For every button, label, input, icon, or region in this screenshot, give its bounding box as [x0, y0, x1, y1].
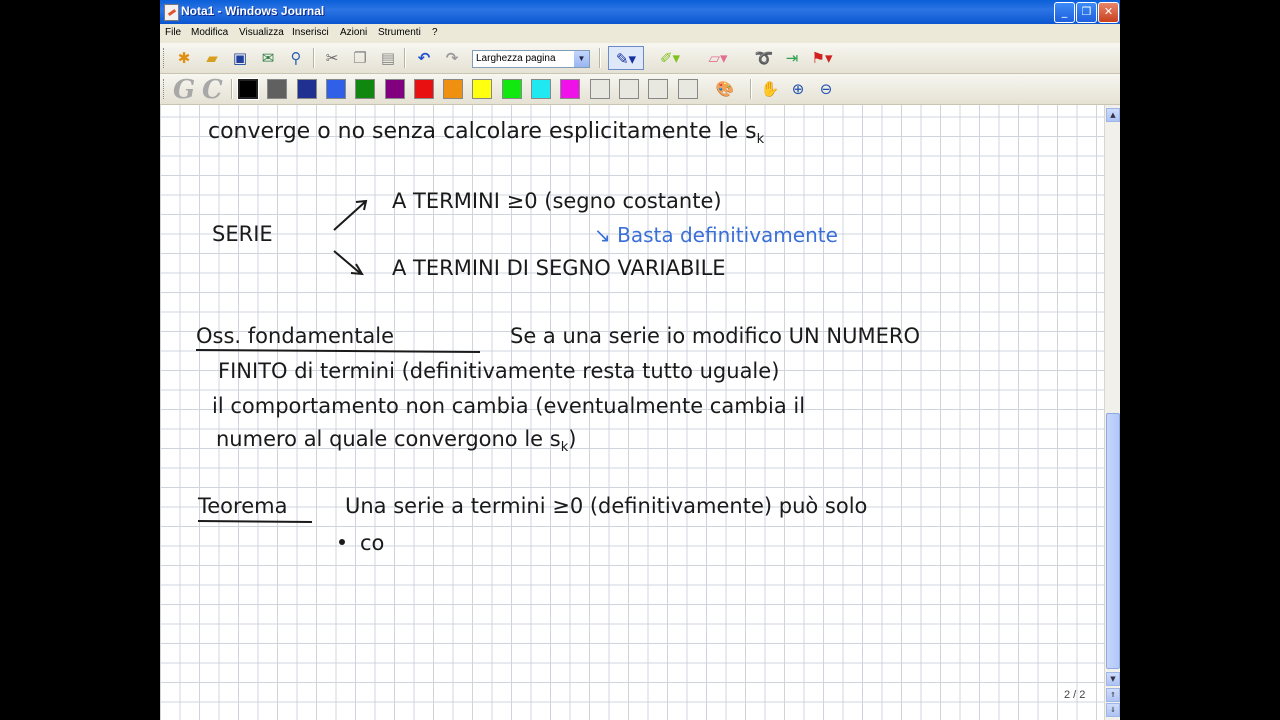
insert-space-icon[interactable]: ⇥ [785, 49, 799, 67]
toolbar-separator [750, 79, 752, 99]
oss-line-3: il comportamento non cambia (eventualmente cambia il [212, 394, 806, 418]
open-icon[interactable]: ▰ [206, 49, 218, 67]
scroll-down-icon[interactable]: ▼ [1106, 672, 1120, 686]
palette-icon[interactable]: 🎨 [715, 80, 735, 98]
menu-file[interactable]: File [165, 27, 182, 38]
color-swatch-magenta[interactable] [560, 79, 580, 99]
color-swatch-blank-4[interactable] [678, 79, 698, 99]
oss-underline [196, 350, 480, 352]
toolbar-separator [404, 48, 406, 68]
color-swatch-blank-2[interactable] [619, 79, 639, 99]
ink-layer [160, 105, 1104, 720]
color-swatch-orange[interactable] [443, 79, 463, 99]
menu-inserisci[interactable]: Inserisci [292, 27, 329, 38]
flag-icon[interactable]: ⚑▾ [811, 49, 833, 67]
color-swatch-purple[interactable] [385, 79, 405, 99]
zoom-select[interactable] [472, 50, 590, 68]
note-line-converge: converge o no senza calcolare esplicitamente le $s_k$ [208, 119, 765, 147]
italic-format-button[interactable]: C [202, 75, 223, 105]
window-title: Nota1 - Windows Journal [181, 4, 325, 18]
journal-app-icon[interactable] [164, 4, 179, 21]
send-mail-icon[interactable]: ✉ [261, 49, 275, 67]
color-swatch-black[interactable] [238, 79, 258, 99]
toolbar-separator [231, 79, 233, 99]
bullet-text: co [360, 531, 385, 555]
toolbar-grip[interactable] [163, 48, 167, 68]
menu-visualizza[interactable]: Visualizza [239, 27, 284, 38]
find-icon[interactable]: ⚲ [290, 49, 302, 67]
redo-icon[interactable]: ↷ [445, 49, 459, 67]
restore-button[interactable]: ❐ [1076, 2, 1097, 23]
undo-icon[interactable]: ↶ [417, 49, 431, 67]
color-swatch-red[interactable] [414, 79, 434, 99]
color-swatch-blue[interactable] [326, 79, 346, 99]
arrow-down-branch [334, 251, 362, 274]
color-swatch-light-green[interactable] [502, 79, 522, 99]
branch-note-definitivamente: ↘ Basta definitivamente [594, 223, 838, 247]
page-count: 2 / 2 [1064, 689, 1086, 701]
zoom-select-value: Larghezza pagina [476, 53, 556, 64]
close-button[interactable]: ✕ [1098, 2, 1119, 23]
new-note-icon[interactable]: ✱ [177, 49, 191, 67]
paste-icon[interactable]: ▤ [380, 49, 396, 67]
serie-label: SERIE [212, 222, 273, 246]
copy-icon[interactable]: ❐ [353, 49, 367, 67]
menu-azioni[interactable]: Azioni [340, 27, 368, 38]
format-toolbar [160, 74, 1120, 105]
toolbar-grip[interactable] [163, 79, 167, 99]
teorema-underline [198, 521, 312, 522]
color-swatch-blank-3[interactable] [648, 79, 668, 99]
oss-label: Oss. fondamentale [196, 324, 395, 348]
color-swatch-blank-1[interactable] [590, 79, 610, 99]
scroll-thumb[interactable] [1106, 413, 1120, 669]
branch-nonnegative: A TERMINI ≥0 (segno costante) [392, 189, 722, 213]
journal-window [160, 0, 1120, 720]
zoom-in-icon[interactable]: ⊕ [791, 80, 805, 98]
oss-line-1: Se a una serie io modifico UN NUMERO [510, 324, 921, 348]
zoom-out-icon[interactable]: ⊖ [819, 80, 833, 98]
teorema-label: Teorema [198, 494, 288, 518]
oss-line-4: numero al quale convergono le $s_k$) [216, 427, 577, 455]
color-swatch-dark-blue[interactable] [297, 79, 317, 99]
menu-strumenti[interactable]: Strumenti [378, 27, 421, 38]
scroll-up-icon[interactable]: ▲ [1106, 108, 1120, 122]
cut-icon[interactable]: ✂ [325, 49, 339, 67]
menu-help[interactable]: ? [432, 27, 438, 38]
pen-icon[interactable]: ✎▾ [608, 46, 644, 70]
eraser-icon[interactable]: ▱▾ [708, 49, 728, 67]
vertical-scrollbar[interactable] [1104, 105, 1120, 720]
standard-toolbar [160, 43, 1120, 74]
arrow-up-branch [334, 201, 366, 230]
bullet-point [339, 539, 345, 545]
bold-format-button[interactable]: G [173, 75, 196, 105]
menu-modifica[interactable]: Modifica [191, 27, 229, 38]
next-page-icon[interactable]: ⇓ [1106, 703, 1120, 717]
menu-bar [160, 24, 1120, 42]
chevron-down-icon[interactable]: ▼ [574, 51, 589, 67]
pan-hand-icon[interactable]: ✋ [760, 80, 780, 98]
toolbar-separator [599, 48, 601, 68]
color-swatch-yellow[interactable] [472, 79, 492, 99]
branch-variable-sign: A TERMINI DI SEGNO VARIABILE [392, 256, 726, 280]
color-swatch-green[interactable] [355, 79, 375, 99]
minimize-button[interactable]: _ [1054, 2, 1075, 23]
note-page[interactable] [160, 105, 1104, 720]
lasso-icon[interactable]: ➰ [754, 49, 774, 67]
title-bar[interactable] [160, 0, 1120, 24]
toolbar-separator [313, 48, 315, 68]
highlighter-icon[interactable]: ✐▾ [659, 49, 681, 67]
save-icon[interactable]: ▣ [232, 49, 248, 67]
previous-page-icon[interactable]: ⇑ [1106, 688, 1120, 702]
color-swatch-cyan[interactable] [531, 79, 551, 99]
color-swatch-dark-gray[interactable] [267, 79, 287, 99]
oss-line-2: FINITO di termini (definitivamente resta tutto uguale) [218, 359, 780, 383]
teorema-text: Una serie a termini ≥0 (definitivamente) può solo [345, 494, 868, 518]
